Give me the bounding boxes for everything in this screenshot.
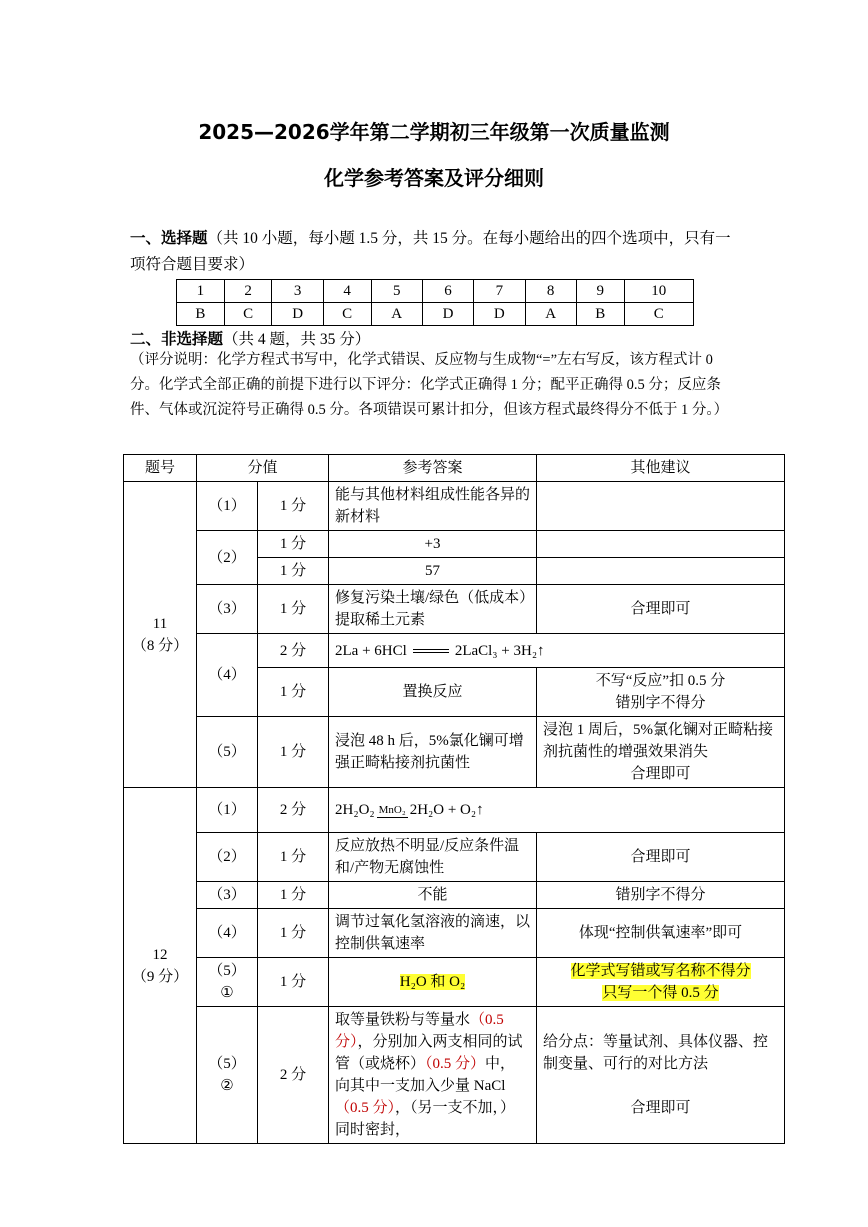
part-answer: 修复污染土壤/绿色（低成本）提取稀土元素 [329, 585, 537, 634]
question-12-cell [124, 788, 197, 1144]
mc-number: 5 [371, 280, 422, 303]
part-score: 2 分 [258, 634, 329, 668]
mc-number: 7 [474, 280, 525, 303]
part-answer: 置换反应 [329, 668, 537, 717]
part-other [537, 668, 785, 717]
part-score: 1 分 [258, 717, 329, 788]
part-label: （2） [197, 531, 258, 585]
highlighted-note: 化学式写错或写名称不得分 [570, 963, 751, 979]
section1-desc: （共 10 小题，每小题 1.5 分，共 15 分。在每小题给出的四个选项中，只有一项符合题目要求） [130, 230, 731, 273]
section1-intro [130, 225, 742, 278]
part-label [197, 958, 258, 1007]
part-label-main: （5） [208, 1056, 246, 1072]
part-other [537, 958, 785, 1007]
part-answer [329, 1007, 537, 1144]
other-line: 错别字不得分 [615, 695, 706, 711]
table-row [124, 958, 785, 1007]
mc-answer: B [177, 303, 225, 326]
table-row [124, 1007, 785, 1144]
mc-answer: C [624, 303, 693, 326]
part-other: 体现“控制供氧速率”即可 [537, 909, 785, 958]
equation-right: 2LaCl₃ + 3H₂↑ [454, 642, 545, 659]
answer-text: ，（另一支不加，）同时密封， [335, 1100, 516, 1138]
table-row [124, 482, 785, 531]
question-total: （9 分） [131, 968, 189, 985]
question-number: 11 [152, 615, 168, 632]
exam-subtitle: 化学参考答案及评分细则 [324, 166, 544, 190]
part-label: （5） [197, 717, 258, 788]
answer-text: ，分别加入两支相同的试管（或烧杯） [335, 1034, 523, 1072]
mc-number: 3 [272, 280, 323, 303]
part-answer: +3 [329, 531, 537, 558]
other-line: 不写“反应”扣 0.5 分 [595, 673, 726, 689]
part-other [537, 717, 785, 788]
part-score: 1 分 [258, 558, 329, 585]
table-row [124, 833, 785, 882]
question-11-cell [124, 482, 197, 788]
mc-answer: C [323, 303, 371, 326]
mc-number: 6 [422, 280, 473, 303]
part-score: 1 分 [258, 909, 329, 958]
highlighted-answer: H₂O 和 O₂ [399, 974, 466, 990]
other-line: 合理即可 [630, 766, 691, 782]
part-label: （3） [197, 882, 258, 909]
mc-answer: A [525, 303, 576, 326]
part-other [537, 482, 785, 531]
part-other: 合理即可 [537, 585, 785, 634]
part-label: （1） [197, 482, 258, 531]
table-row [124, 531, 785, 558]
catalyst-condition [377, 804, 408, 818]
section2-heading: 二、非选择题 [130, 330, 224, 348]
table-row [124, 909, 785, 958]
equation-cell [329, 788, 785, 833]
score-point: （0.5 分） [335, 1012, 504, 1050]
table-row [124, 788, 785, 833]
equation-cell [329, 634, 785, 668]
answer-text: 取等量铁粉与等量水 [335, 1012, 471, 1028]
mc-number: 10 [624, 280, 693, 303]
part-answer: 不能 [329, 882, 537, 909]
part-answer: 浸泡 48 h 后，5%氯化镧可增强正畸粘接剂抗菌性 [329, 717, 537, 788]
part-other [537, 531, 785, 558]
mc-answer: C [224, 303, 272, 326]
mc-number: 9 [576, 280, 624, 303]
multiple-choice-table [176, 279, 694, 326]
exam-title: 2025—2026学年第二学期初三年级第一次质量监测 [198, 120, 670, 144]
mc-number-row [177, 280, 694, 303]
table-header-row [124, 455, 785, 482]
table-row [124, 717, 785, 788]
header-other: 其他建议 [537, 455, 785, 482]
equation-right: 2H₂O + O₂↑ [409, 802, 484, 818]
part-label-sub: ② [220, 1078, 234, 1094]
part-label-main: （5） [208, 963, 246, 979]
part-score: 1 分 [258, 482, 329, 531]
equation-left: 2H₂O₂ [335, 802, 375, 818]
part-score: 1 分 [258, 668, 329, 717]
question-number: 12 [152, 946, 168, 963]
part-score: 1 分 [258, 531, 329, 558]
header-score: 分值 [197, 455, 329, 482]
score-point: （0.5 分） [335, 1100, 396, 1116]
grading-note: （评分说明：化学方程式书写中，化学式错误、反应物与生成物“=”左右写反，该方程式计 0 分。化学式全部正确的前提下进行以下评分：化学式正确得 1 分；配平正确得 0.5 分；反应条件、气体或沉淀符号正确得 0.5 分。各项错误可累计扣分，但该方程式最终得分不低于 1 分。） [130, 352, 729, 418]
other-line: 浸泡 1 周后，5%氯化镧对正畸粘接剂抗菌性的增强效果消失 [543, 722, 774, 760]
part-other: 合理即可 [537, 833, 785, 882]
part-label: （2） [197, 833, 258, 882]
mc-answer-row [177, 303, 694, 326]
score-point: （0.5 分） [425, 1056, 486, 1072]
other-line: 给分点：等量试剂、具体仪器、控制变量、可行的对比方法 [543, 1034, 769, 1072]
mc-answer: D [422, 303, 473, 326]
section1-heading: 一、选择题 [130, 229, 208, 247]
part-label: （4） [197, 634, 258, 717]
part-label: （1） [197, 788, 258, 833]
part-other [537, 1007, 785, 1144]
mc-answer: D [272, 303, 323, 326]
part-label: （3） [197, 585, 258, 634]
part-score: 1 分 [258, 882, 329, 909]
part-answer: 57 [329, 558, 537, 585]
part-label: （4） [197, 909, 258, 958]
part-score: 1 分 [258, 833, 329, 882]
equals-sign-icon [413, 649, 449, 653]
mc-number: 4 [323, 280, 371, 303]
part-score: 2 分 [258, 788, 329, 833]
section2-desc: （共 4 题，共 35 分） [223, 331, 371, 348]
header-question: 题号 [124, 455, 197, 482]
highlighted-note: 只写一个得 0.5 分 [602, 985, 719, 1001]
part-answer: 反应放热不明显/反应条件温和/产物无腐蚀性 [329, 833, 537, 882]
part-answer [329, 958, 537, 1007]
mc-number: 1 [177, 280, 225, 303]
table-row [124, 585, 785, 634]
mc-answer: B [576, 303, 624, 326]
mc-answer: D [474, 303, 525, 326]
mc-answer: A [371, 303, 422, 326]
part-answer: 调节过氧化氢溶液的滴速，以控制供氧速率 [329, 909, 537, 958]
mc-number: 8 [525, 280, 576, 303]
table-row [124, 634, 785, 668]
part-score: 2 分 [258, 1007, 329, 1144]
part-score: 1 分 [258, 958, 329, 1007]
other-line: 合理即可 [630, 1100, 691, 1116]
question-total: （8 分） [131, 637, 189, 654]
equation-left: 2La + 6HCl [335, 642, 407, 659]
part-other: 错别字不得分 [537, 882, 785, 909]
part-other [537, 558, 785, 585]
table-row [124, 882, 785, 909]
mc-number: 2 [224, 280, 272, 303]
grading-table [123, 454, 785, 1144]
part-label-sub: ① [220, 985, 234, 1001]
part-score: 1 分 [258, 585, 329, 634]
answer-text: 中，向其中一支加入少量 NaCl [335, 1056, 516, 1094]
part-label [197, 1007, 258, 1144]
catalyst-label: MnO₂ [378, 803, 406, 816]
part-answer: 能与其他材料组成性能各异的新材料 [329, 482, 537, 531]
header-answer: 参考答案 [329, 455, 537, 482]
